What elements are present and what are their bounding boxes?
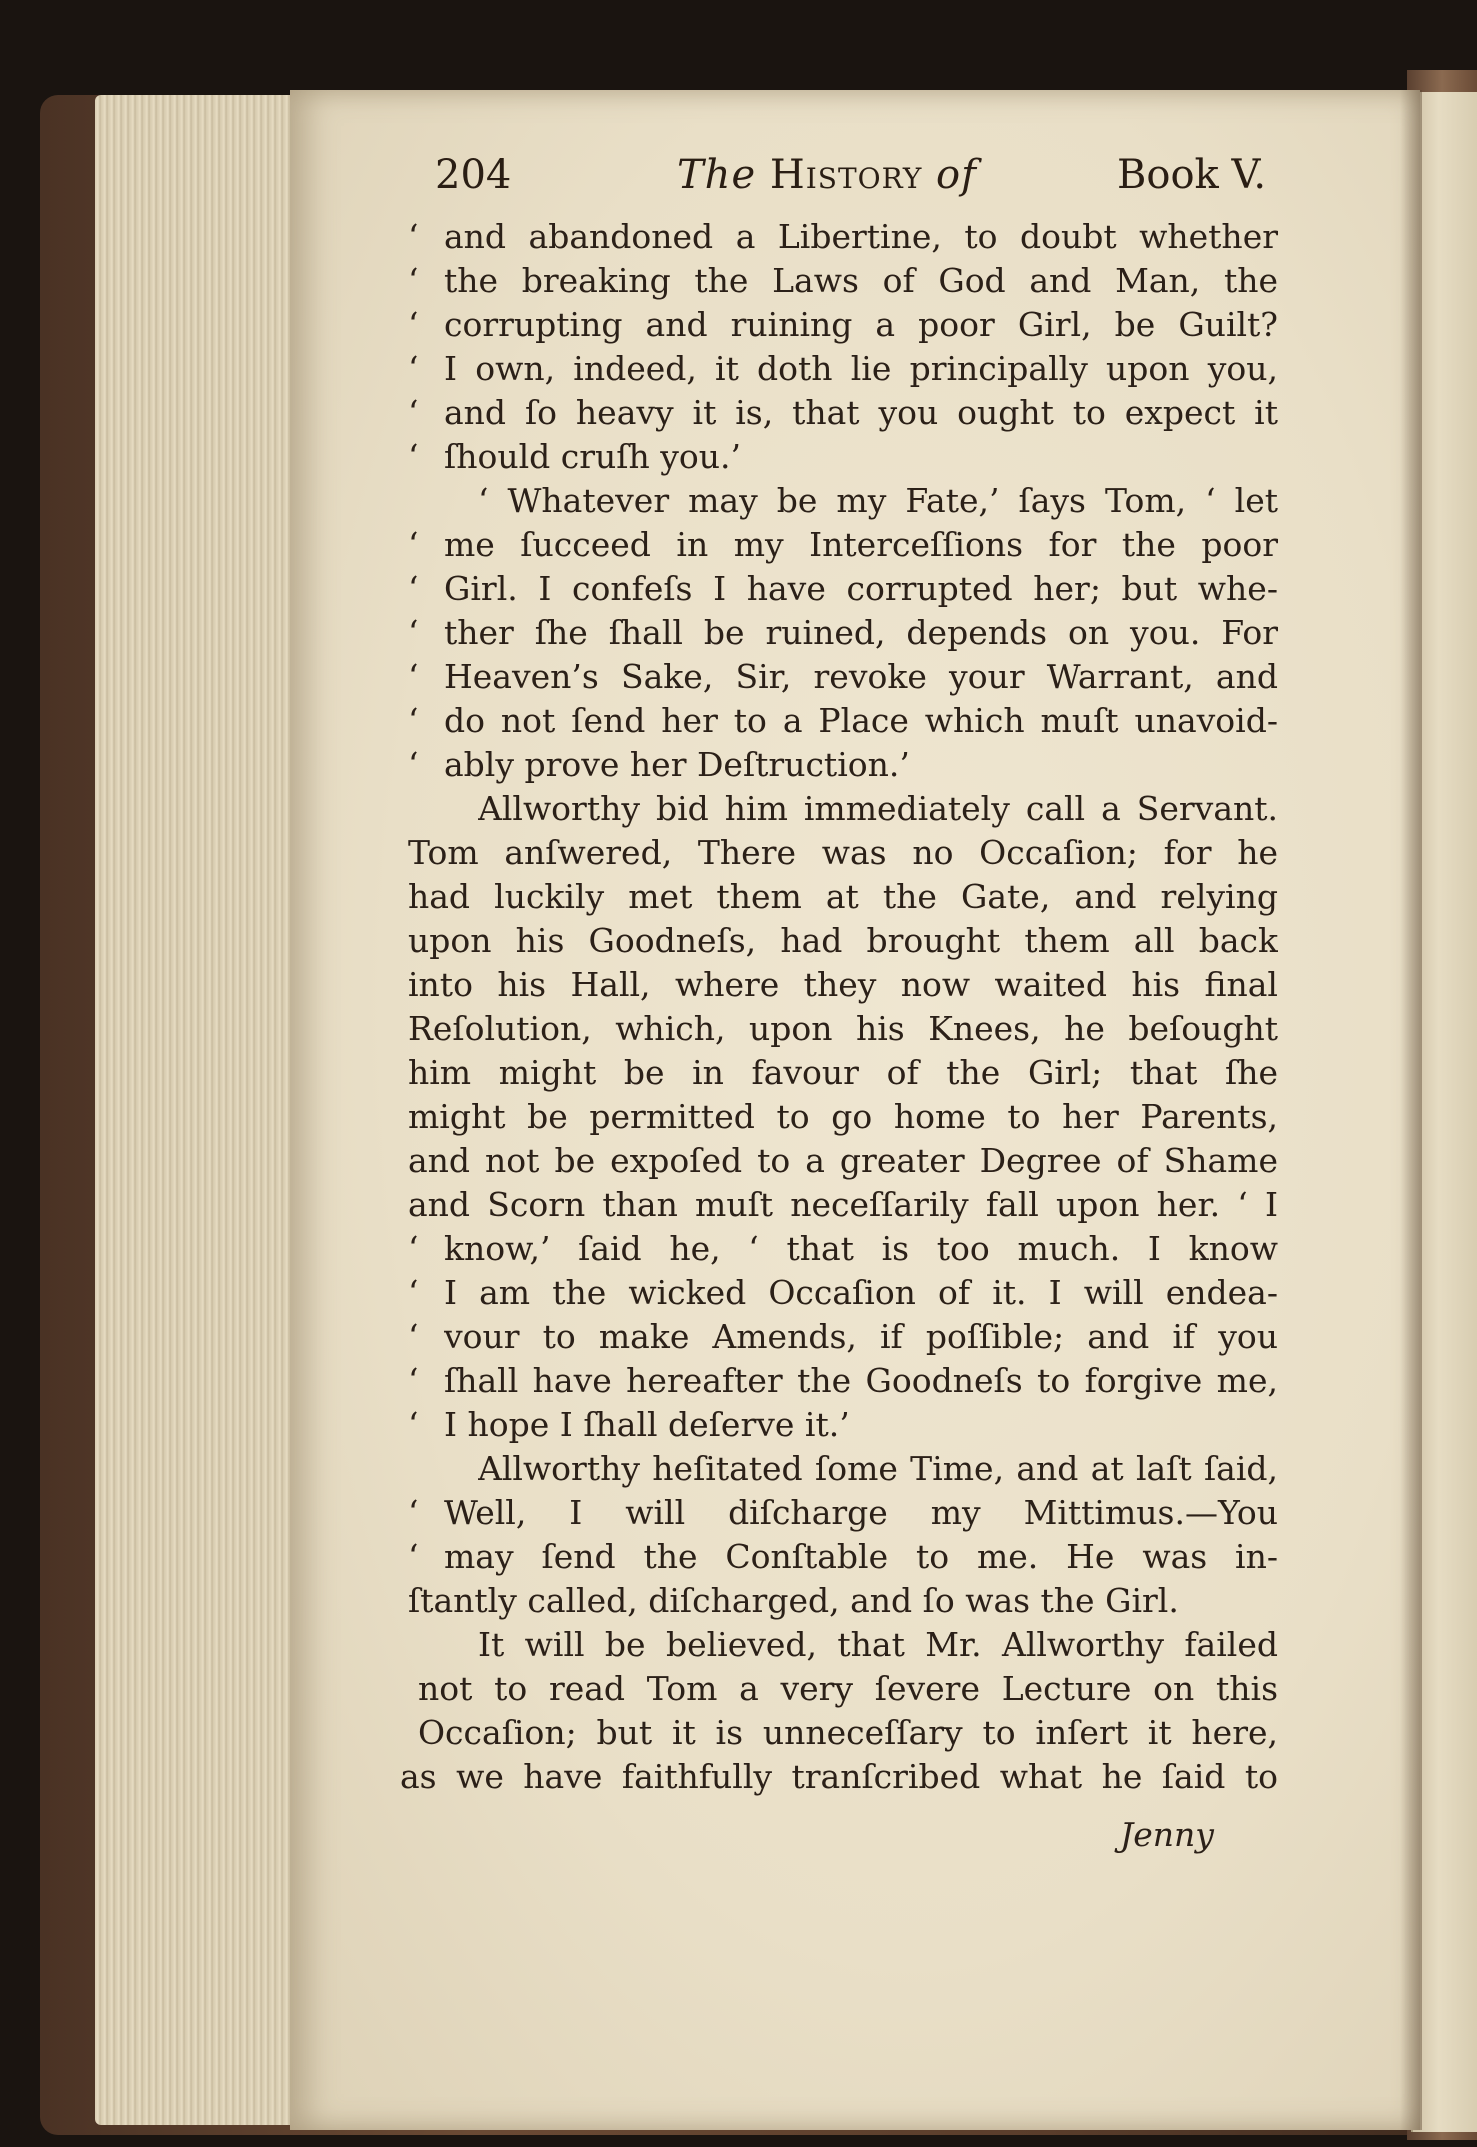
line-text: ſhall have hereafter the Goodneſs to forgive me, (444, 1361, 1278, 1400)
line-text: not to read Tom a very ſevere Lecture on this (418, 1669, 1278, 1708)
line-text: I am the wicked Occaſion of it. I will endea- (444, 1273, 1278, 1312)
line-text: I hope I ſhall deſerve it.’ (444, 1405, 850, 1444)
line-text: and not be expoſed to a greater Degree of Shame (408, 1141, 1278, 1180)
running-title-the: The (677, 152, 757, 198)
text-line (408, 1359, 1278, 1403)
text-line (408, 215, 1278, 259)
line-text: I own, indeed, it doth lie principally upon you, (444, 349, 1278, 388)
quote-mark: ‘ (408, 1537, 419, 1576)
text-line (408, 611, 1278, 655)
line-text: me ſucceed in my Interceſſions for the poor (444, 525, 1278, 564)
line-text: into his Hall, where they now waited his final (408, 965, 1278, 1004)
page-stack-edges (95, 95, 295, 2125)
text-line (408, 1227, 1278, 1271)
line-text: Allworthy heſitated ſome Time, and at laſt ſaid, (478, 1449, 1278, 1488)
quote-mark: ‘ (408, 1229, 419, 1268)
line-text: It will be believed, that Mr. Allworthy failed (478, 1625, 1278, 1664)
quote-mark: ‘ (408, 305, 419, 344)
text-line (408, 347, 1278, 391)
line-text: know,’ ſaid he, ‘ that is too much. I know (444, 1229, 1278, 1268)
line-text: vour to make Amends, if poſſible; and if you (444, 1317, 1278, 1356)
line-text: Heaven’s Sake, Sir, revoke your Warrant, and (444, 657, 1278, 696)
text-line (408, 567, 1278, 611)
line-text: Well, I will diſcharge my Mittimus.—You (444, 1493, 1278, 1532)
text-line (408, 523, 1278, 567)
text-line (408, 1007, 1278, 1051)
text-line (408, 787, 1278, 831)
line-text: had luckily met them at the Gate, and relying (408, 877, 1278, 916)
line-text: ‘ Whatever may be my Fate,’ ſays Tom, ‘ let (478, 481, 1278, 520)
text-line (408, 963, 1278, 1007)
quote-mark: ‘ (408, 393, 419, 432)
text-line (408, 1447, 1278, 1491)
line-text: corrupting and ruining a poor Girl, be Guilt? (444, 305, 1278, 344)
line-text: may ſend the Conſtable to me. He was in- (444, 1537, 1278, 1576)
quote-mark: ‘ (408, 613, 419, 652)
text-line (408, 1051, 1278, 1095)
quote-mark: ‘ (408, 657, 419, 696)
line-text: Girl. I confeſs I have corrupted her; but whe- (444, 569, 1278, 608)
running-title-main: History (769, 152, 923, 198)
text-line (408, 1315, 1278, 1359)
line-text: and abandoned a Libertine, to doubt whether (444, 217, 1278, 256)
text-line (408, 1711, 1278, 1755)
text-line (408, 655, 1278, 699)
line-text: ſhould cruſh you.’ (444, 437, 741, 476)
quote-mark: ‘ (408, 525, 419, 564)
quote-mark: ‘ (408, 1361, 419, 1400)
quote-mark: ‘ (408, 1493, 419, 1532)
line-text: upon his Goodneſs, had brought them all back (408, 921, 1278, 960)
text-line (408, 699, 1278, 743)
text-line (408, 1623, 1278, 1667)
text-line (408, 743, 1278, 787)
quote-mark: ‘ (408, 701, 419, 740)
quote-mark: ‘ (408, 569, 419, 608)
text-line (408, 1535, 1278, 1579)
text-line (408, 919, 1278, 963)
text-line (408, 259, 1278, 303)
text-line (408, 1491, 1278, 1535)
line-text: the breaking the Laws of God and Man, the (444, 261, 1278, 300)
line-text: ably prove her Deſtruction.’ (444, 745, 910, 784)
quote-mark: ‘ (408, 261, 419, 300)
page-gutter-shadow (1400, 90, 1422, 2130)
running-title-of: of (936, 152, 977, 198)
quote-mark: ‘ (408, 1317, 419, 1356)
text-line (408, 1183, 1278, 1227)
page-number: 204 (435, 152, 512, 198)
quote-mark: ‘ (408, 745, 419, 784)
quote-mark: ‘ (408, 1405, 419, 1444)
line-text: him might be in favour of the Girl; that ſhe (408, 1053, 1278, 1092)
line-text: and Scorn than muſt neceſſarily fall upon her. ‘ I (408, 1185, 1278, 1224)
line-text: do not ſend her to a Place which muſt unavoid- (444, 701, 1278, 740)
quote-mark: ‘ (408, 437, 419, 476)
text-line (400, 1755, 1278, 1799)
text-line (408, 303, 1278, 347)
quote-mark: ‘ (408, 217, 419, 256)
quote-mark: ‘ (408, 1273, 419, 1312)
line-text: might be permitted to go home to her Parents, (408, 1097, 1278, 1136)
running-title (677, 152, 977, 198)
body-text (400, 215, 1278, 1799)
text-line (408, 1271, 1278, 1315)
text-line (408, 831, 1278, 875)
text-line (408, 1403, 1278, 1447)
text-line (408, 875, 1278, 919)
text-line (408, 1139, 1278, 1183)
running-header (435, 152, 1285, 212)
line-text: Occaſion; but it is unneceſſary to inſert it here, (418, 1713, 1278, 1752)
text-line (408, 1579, 1278, 1623)
line-text: and ſo heavy it is, that you ought to expect it (444, 393, 1278, 432)
line-text: Tom anſwered, There was no Occaſion; for he (408, 833, 1278, 872)
text-line (408, 391, 1278, 435)
text-line (408, 435, 1278, 479)
line-text: ſtantly called, diſcharged, and ſo was the Girl. (408, 1581, 1179, 1620)
line-text: Allworthy bid him immediately call a Servant. (478, 789, 1278, 828)
text-line (408, 479, 1278, 523)
catchword: Jenny (1120, 1815, 1214, 1854)
text-line (408, 1667, 1278, 1711)
text-line (408, 1095, 1278, 1139)
line-text: Reſolution, which, upon his Knees, he beſought (408, 1009, 1278, 1048)
book-label: Book V. (1117, 152, 1267, 198)
line-text: ther ſhe ſhall be ruined, depends on you. For (444, 613, 1278, 652)
line-text: as we have faithfully tranſcribed what he ſaid to (400, 1757, 1278, 1796)
quote-mark: ‘ (408, 349, 419, 388)
